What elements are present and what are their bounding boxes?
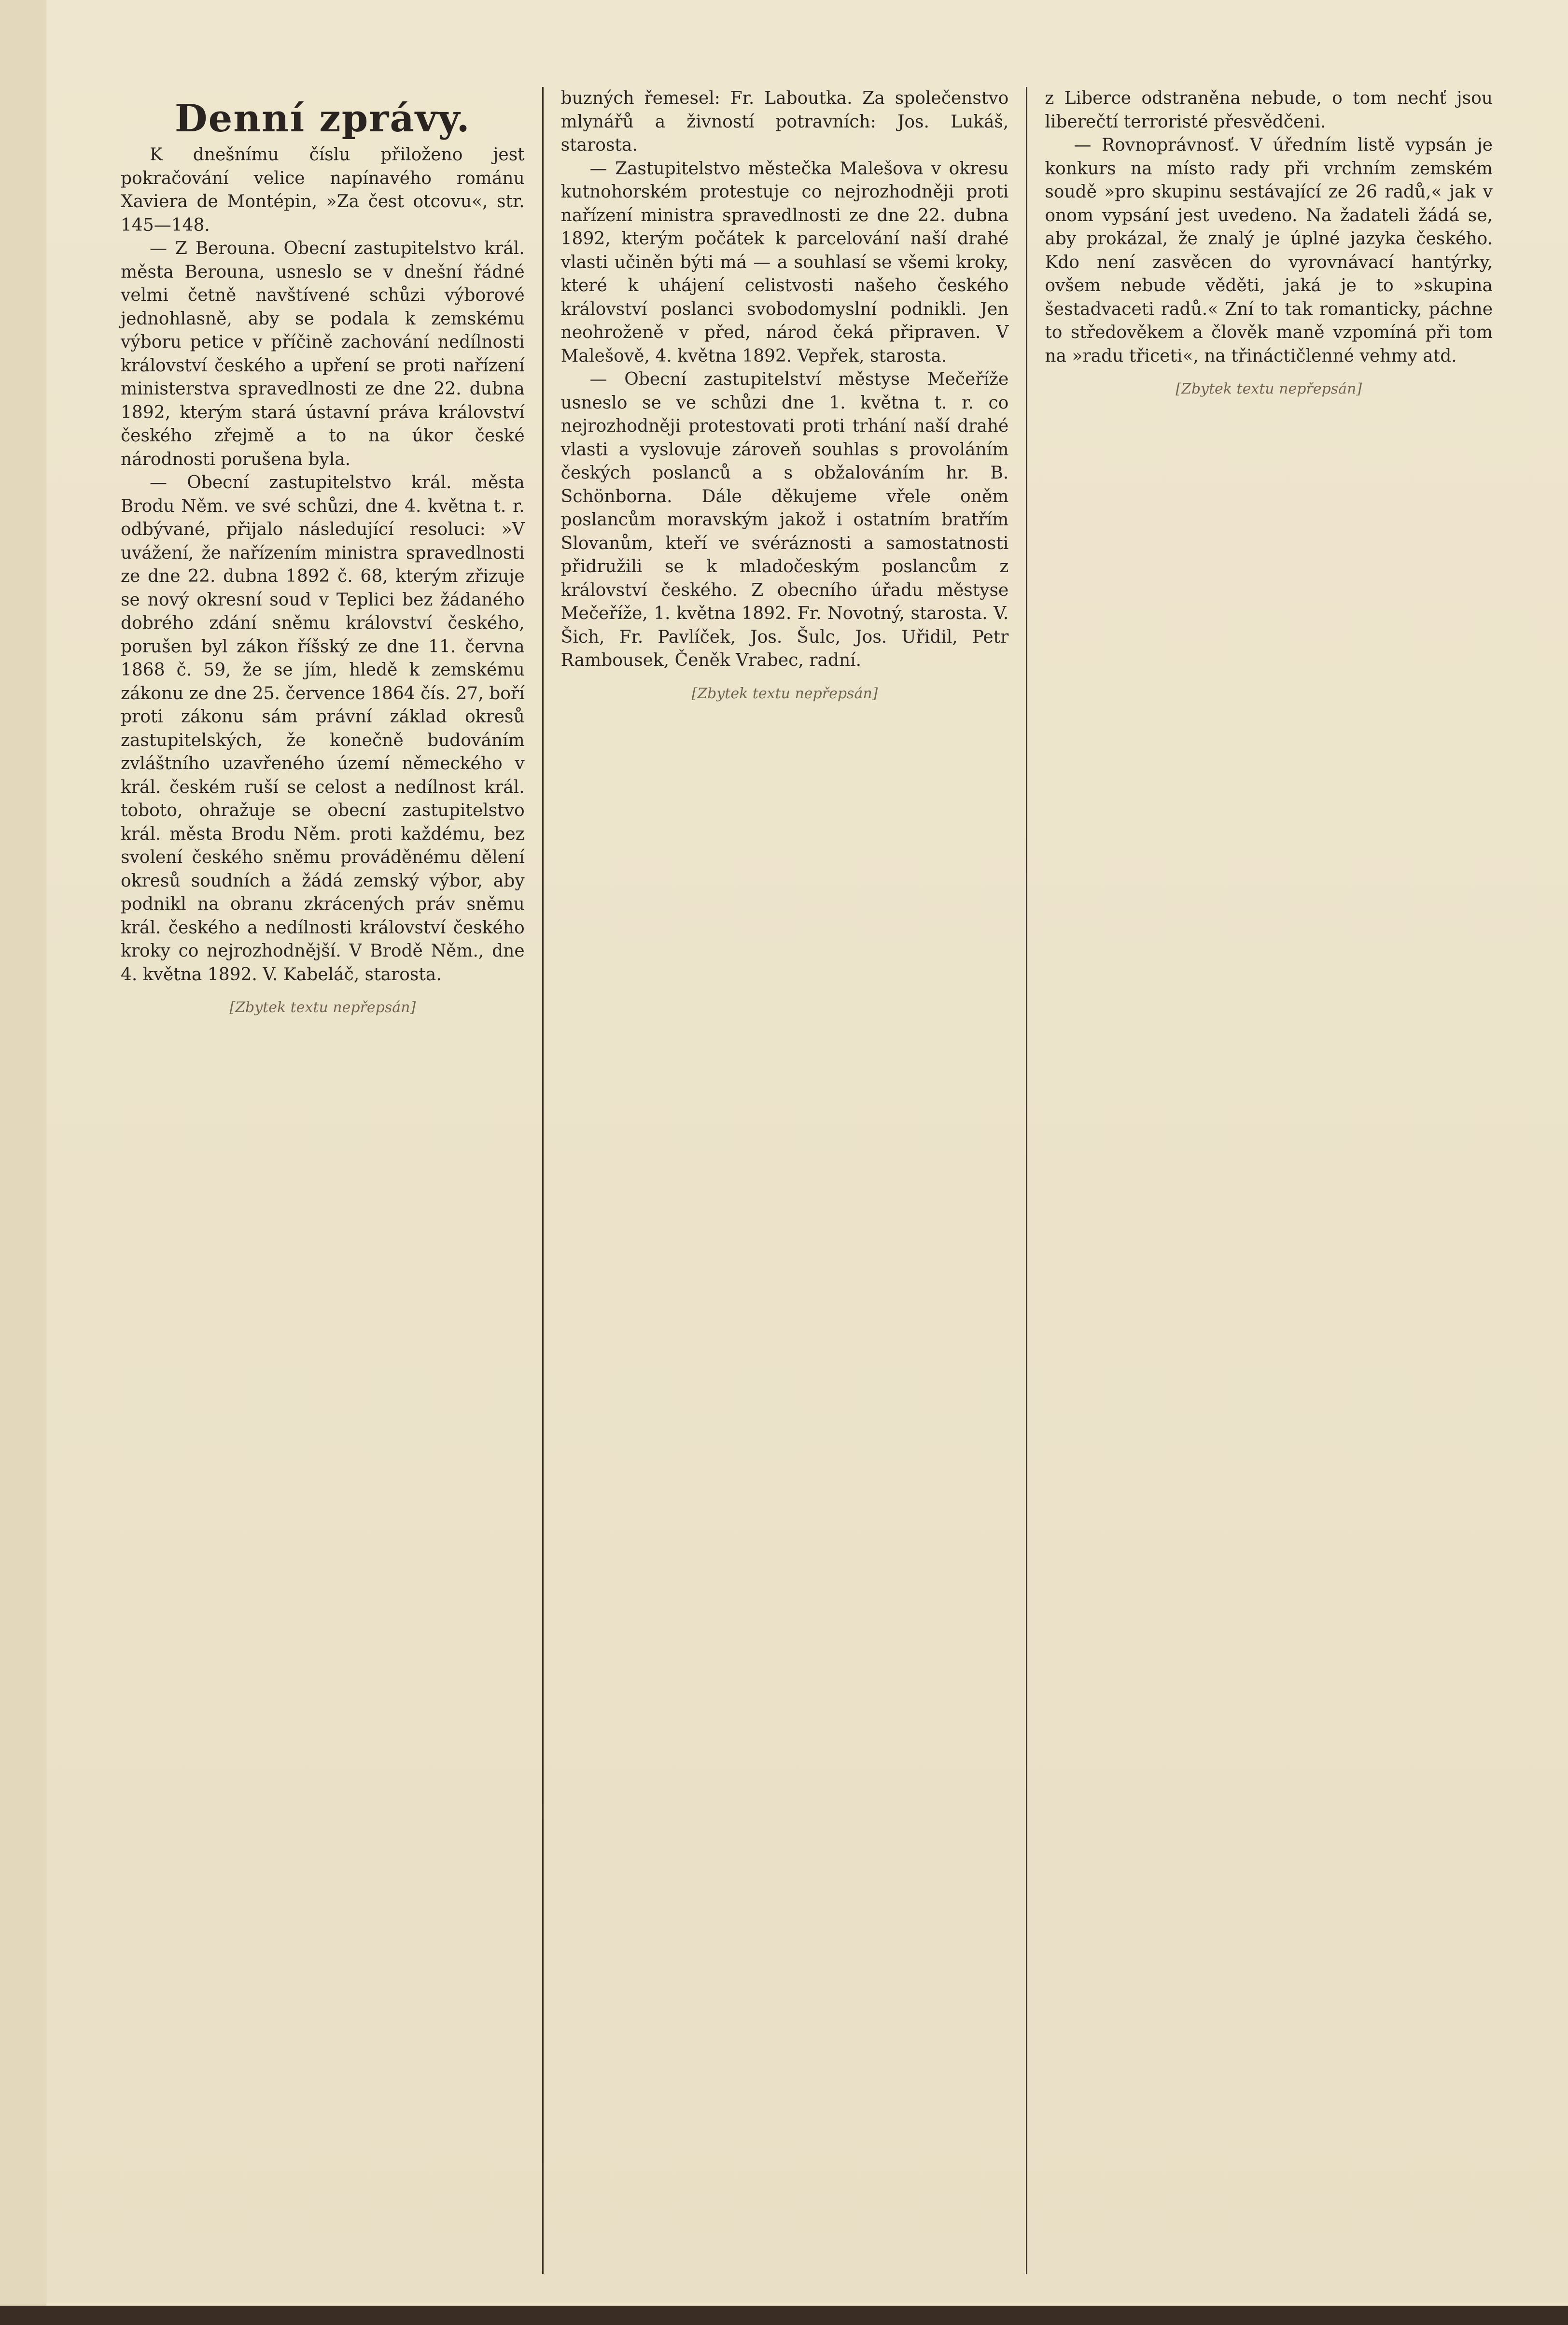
- paragraph: K dnešnímu číslu přiloženo jest pokračování velice napínavého románu Xaviera de Montépin, »Za čest otcovu«, str. 145—148.: [121, 145, 525, 235]
- paragraph: — Obecní zastupitelství městyse Mečeříže usneslo se ve schůzi dne 1. května t. r. co nejrozhodněji protestovati proti trhání naší drahé vlasti a vyslovuje zároveň souhlas s provoláním českých poslanců a s obžalováním hr. B. Schönborna. Dále děkujeme vřele oněm poslancům moravským jakož i ostatním bratřím Slovanům, kteří ve svéráznosti a samostatnosti přidružili se k mladočeským poslancům z království českého. Z obecního úřadu městyse Mečeříže, 1. května 1892. Fr. Novotný, starosta. V. Šich, Fr. Pavlíček, Jos. Šulc, Jos. Uřidil, Petr Rambousek, Čeněk Vrabec, radní.: [560, 369, 1009, 670]
- omitted-text-note: [Zbytek textu nepřepsán]: [229, 999, 416, 1016]
- text-columns: [58, 87, 1510, 2274]
- paragraph: — Obecní zastupitelstvo král. města Brodu Něm. ve své schůzi, dne 4. května t. r. odbývané, přijalo následující resoluci: »V uvážení, že nařízením ministra spravedlnosti ze dne 22. dubna 1892 č. 68, kterým zřizuje se nový okresní soud v Teplici bez žádaného dobrého zdání sněmu království českého, porušen byl zákon říšský ze dne 11. června 1868 č. 59, že se jím, hledě k zemskému zákonu ze dne 25. července 1864 čís. 27, boří proti zákonu sám právní základ okresů zastupitelských, že konečně budováním zvláštního uzavřeného území německého v král. českém ruší se celost a nedílnost král. toboto, ohražuje se obecní zastupitelstvo král. města Brodu Něm. proti každému, bez svolení českého sněmu prováděnému dělení okresů soudních a žádá zemský výbor, aby podnikl na obranu zkrácených práv sněmu král. českého a nedílnosti království českého kroky co nejrozhodnější. V Brodě Něm., dne 4. května 1892. V. Kabeláč, starosta.: [121, 473, 525, 985]
- omitted-text-note: [Zbytek textu nepřepsán]: [691, 685, 878, 702]
- page-bottom-edge: [0, 2306, 1568, 2325]
- page-gutter: [0, 0, 46, 2325]
- paragraph: — Zastupitelstvo městečka Malešova v okresu kutnohorském protestuje co nejrozhodněji proti nařízení ministra spravedlnosti ze dne 22. dubna 1892, kterým počátek k parcelování naší drahé vlasti učiněn býti má — a souhlasí se všemi kroky, které k uhájení celistvosti našeho českého království poslanci svobodomyslní podnikli. Jen neohroženě v před, národ čeká připraven. V Malešově, 4. května 1892. Vepřek, starosta.: [560, 158, 1009, 366]
- paragraph: z Liberce odstraněna nebude, o tom nechť jsou liberečtí terroristé přesvědčeni.: [1045, 88, 1493, 132]
- column-1: [58, 87, 542, 2274]
- paragraph: buzných řemesel: Fr. Laboutka. Za společenstvo mlynářů a živností potravních: Jos. Lukáš, starosta.: [560, 88, 1009, 155]
- column-2: [542, 87, 1026, 2274]
- column-3: [1026, 87, 1510, 2274]
- omitted-text-note: [Zbytek textu nepřepsán]: [1176, 380, 1362, 397]
- paragraph: — Z Berouna. Obecní zastupitelstvo král. města Berouna, usneslo se v dnešní řádné velmi četně navštívené schůzi výborové jednohlasně, aby se podala k zemskému výboru petice v příčině zachování nedílnosti království českého a upření se proti nařízení ministerstva spravedlnosti ze dne 22. dubna 1892, kterým stará ústavní práva království českého zřejmě a to na úkor české národnosti porušena byla.: [121, 239, 525, 469]
- section-title: Denní zprávy.: [174, 97, 471, 141]
- paragraph: — Rovnoprávnosť. V úředním listě vypsán je konkurs na místo rady při vrchním zemském soudě »pro skupinu sestávající ze 26 radů,« jak v onom vypsání jest uvedeno. Na žadateli žádá se, aby prokázal, že znalý je úplné jazyka českého. Kdo není zasvěcen do vyrovnávací hantýrky, ovšem nebude věděti, jaká je to »skupina šestadvaceti radů.« Zní to tak romanticky, páchne to středověkem a člověk maně vzpomíná při tom na »radu třiceti«, na třináctičlenné vehmy atd.: [1045, 135, 1493, 366]
